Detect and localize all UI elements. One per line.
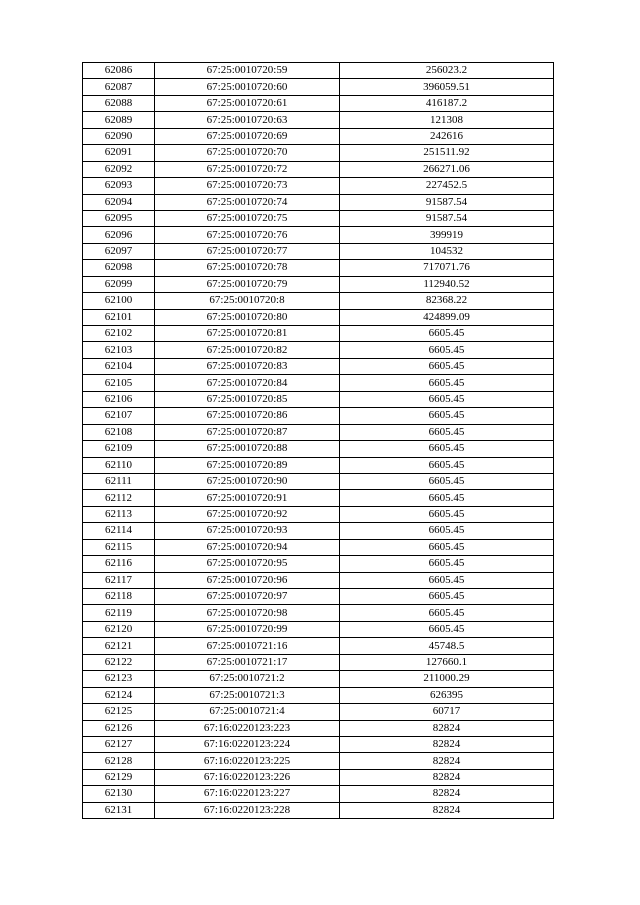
cadastral-number-cell: 67:25:0010720:74 — [155, 194, 340, 210]
value-cell: 6605.45 — [340, 523, 554, 539]
cadastral-number-cell: 67:25:0010720:84 — [155, 375, 340, 391]
row-number-cell: 62122 — [83, 654, 155, 670]
cadastral-number-cell: 67:16:0220123:225 — [155, 753, 340, 769]
value-cell: 91587.54 — [340, 210, 554, 226]
row-number-cell: 62128 — [83, 753, 155, 769]
row-number-cell: 62090 — [83, 128, 155, 144]
cadastral-number-cell: 67:25:0010721:16 — [155, 638, 340, 654]
table-row — [83, 671, 554, 687]
table-row — [83, 457, 554, 473]
table-row — [83, 309, 554, 325]
value-cell: 6605.45 — [340, 424, 554, 440]
cadastral-number-cell: 67:25:0010720:79 — [155, 276, 340, 292]
cadastral-number-cell: 67:25:0010720:95 — [155, 556, 340, 572]
row-number-cell: 62091 — [83, 145, 155, 161]
row-number-cell: 62102 — [83, 326, 155, 342]
value-cell: 91587.54 — [340, 194, 554, 210]
cadastral-number-cell: 67:25:0010720:94 — [155, 539, 340, 555]
row-number-cell: 62125 — [83, 704, 155, 720]
row-number-cell: 62104 — [83, 358, 155, 374]
cadastral-number-cell: 67:25:0010720:78 — [155, 260, 340, 276]
table-row — [83, 128, 554, 144]
row-number-cell: 62117 — [83, 572, 155, 588]
row-number-cell: 62093 — [83, 178, 155, 194]
cadastral-number-cell: 67:25:0010720:85 — [155, 391, 340, 407]
value-cell: 6605.45 — [340, 375, 554, 391]
value-cell: 6605.45 — [340, 441, 554, 457]
row-number-cell: 62096 — [83, 227, 155, 243]
value-cell: 6605.45 — [340, 391, 554, 407]
table-row — [83, 79, 554, 95]
table-row — [83, 424, 554, 440]
table-row — [83, 802, 554, 818]
table-row — [83, 736, 554, 752]
table-row — [83, 769, 554, 785]
table-row — [83, 260, 554, 276]
table-row — [83, 556, 554, 572]
table-body — [83, 63, 554, 819]
row-number-cell: 62095 — [83, 210, 155, 226]
row-number-cell: 62110 — [83, 457, 155, 473]
value-cell: 6605.45 — [340, 589, 554, 605]
table-row — [83, 572, 554, 588]
value-cell: 6605.45 — [340, 605, 554, 621]
cadastral-number-cell: 67:25:0010720:69 — [155, 128, 340, 144]
row-number-cell: 62107 — [83, 408, 155, 424]
table-row — [83, 227, 554, 243]
cadastral-number-cell: 67:25:0010720:98 — [155, 605, 340, 621]
row-number-cell: 62106 — [83, 391, 155, 407]
value-cell: 399919 — [340, 227, 554, 243]
cadastral-number-cell: 67:25:0010720:60 — [155, 79, 340, 95]
table-row — [83, 704, 554, 720]
table-row — [83, 687, 554, 703]
cadastral-number-cell: 67:25:0010720:80 — [155, 309, 340, 325]
value-cell: 6605.45 — [340, 490, 554, 506]
value-cell: 251511.92 — [340, 145, 554, 161]
value-cell: 45748.5 — [340, 638, 554, 654]
row-number-cell: 62123 — [83, 671, 155, 687]
row-number-cell: 62089 — [83, 112, 155, 128]
cadastral-number-cell: 67:25:0010721:2 — [155, 671, 340, 687]
table-row — [83, 506, 554, 522]
row-number-cell: 62101 — [83, 309, 155, 325]
cadastral-number-cell: 67:25:0010720:99 — [155, 621, 340, 637]
value-cell: 82824 — [340, 802, 554, 818]
row-number-cell: 62129 — [83, 769, 155, 785]
row-number-cell: 62105 — [83, 375, 155, 391]
value-cell: 6605.45 — [340, 326, 554, 342]
value-cell: 6605.45 — [340, 473, 554, 489]
cadastral-number-cell: 67:25:0010720:83 — [155, 358, 340, 374]
value-cell: 396059.51 — [340, 79, 554, 95]
document-table-wrapper — [82, 62, 554, 819]
cadastral-number-cell: 67:25:0010720:90 — [155, 473, 340, 489]
cadastral-number-cell: 67:25:0010720:82 — [155, 342, 340, 358]
table-row — [83, 161, 554, 177]
cadastral-number-cell: 67:25:0010720:97 — [155, 589, 340, 605]
cadastral-number-cell: 67:25:0010720:81 — [155, 326, 340, 342]
table-row — [83, 95, 554, 111]
cadastral-number-cell: 67:25:0010721:3 — [155, 687, 340, 703]
table-row — [83, 605, 554, 621]
value-cell: 626395 — [340, 687, 554, 703]
cadastral-number-cell: 67:25:0010720:93 — [155, 523, 340, 539]
data-table — [82, 62, 554, 819]
row-number-cell: 62124 — [83, 687, 155, 703]
table-row — [83, 178, 554, 194]
table-row — [83, 276, 554, 292]
table-row — [83, 638, 554, 654]
table-row — [83, 243, 554, 259]
cadastral-number-cell: 67:25:0010720:89 — [155, 457, 340, 473]
cadastral-number-cell: 67:16:0220123:226 — [155, 769, 340, 785]
value-cell: 82824 — [340, 720, 554, 736]
row-number-cell: 62126 — [83, 720, 155, 736]
cadastral-number-cell: 67:25:0010720:61 — [155, 95, 340, 111]
value-cell: 256023.2 — [340, 63, 554, 79]
value-cell: 104532 — [340, 243, 554, 259]
table-row — [83, 490, 554, 506]
table-row — [83, 112, 554, 128]
cadastral-number-cell: 67:25:0010720:96 — [155, 572, 340, 588]
cadastral-number-cell: 67:16:0220123:228 — [155, 802, 340, 818]
value-cell: 6605.45 — [340, 408, 554, 424]
table-row — [83, 375, 554, 391]
row-number-cell: 62131 — [83, 802, 155, 818]
value-cell: 127660.1 — [340, 654, 554, 670]
table-row — [83, 408, 554, 424]
value-cell: 6605.45 — [340, 572, 554, 588]
cadastral-number-cell: 67:16:0220123:224 — [155, 736, 340, 752]
row-number-cell: 62092 — [83, 161, 155, 177]
cadastral-number-cell: 67:25:0010720:70 — [155, 145, 340, 161]
row-number-cell: 62115 — [83, 539, 155, 555]
cadastral-number-cell: 67:25:0010720:8 — [155, 293, 340, 309]
value-cell: 6605.45 — [340, 556, 554, 572]
cadastral-number-cell: 67:25:0010720:73 — [155, 178, 340, 194]
table-row — [83, 473, 554, 489]
value-cell: 6605.45 — [340, 539, 554, 555]
row-number-cell: 62130 — [83, 786, 155, 802]
table-row — [83, 539, 554, 555]
value-cell: 121308 — [340, 112, 554, 128]
cadastral-number-cell: 67:25:0010720:86 — [155, 408, 340, 424]
row-number-cell: 62120 — [83, 621, 155, 637]
value-cell: 6605.45 — [340, 506, 554, 522]
cadastral-number-cell: 67:25:0010721:4 — [155, 704, 340, 720]
row-number-cell: 62114 — [83, 523, 155, 539]
value-cell: 6605.45 — [340, 358, 554, 374]
cadastral-number-cell: 67:25:0010720:72 — [155, 161, 340, 177]
row-number-cell: 62121 — [83, 638, 155, 654]
row-number-cell: 62088 — [83, 95, 155, 111]
row-number-cell: 62113 — [83, 506, 155, 522]
cadastral-number-cell: 67:25:0010720:76 — [155, 227, 340, 243]
table-row — [83, 391, 554, 407]
table-row — [83, 210, 554, 226]
cadastral-number-cell: 67:25:0010721:17 — [155, 654, 340, 670]
row-number-cell: 62099 — [83, 276, 155, 292]
row-number-cell: 62100 — [83, 293, 155, 309]
table-row — [83, 589, 554, 605]
row-number-cell: 62108 — [83, 424, 155, 440]
cadastral-number-cell: 67:25:0010720:77 — [155, 243, 340, 259]
value-cell: 424899.09 — [340, 309, 554, 325]
cadastral-number-cell: 67:25:0010720:75 — [155, 210, 340, 226]
value-cell: 82824 — [340, 753, 554, 769]
cadastral-number-cell: 67:16:0220123:227 — [155, 786, 340, 802]
table-row — [83, 358, 554, 374]
table-row — [83, 720, 554, 736]
cadastral-number-cell: 67:25:0010720:87 — [155, 424, 340, 440]
table-row — [83, 145, 554, 161]
row-number-cell: 62116 — [83, 556, 155, 572]
cadastral-number-cell: 67:25:0010720:92 — [155, 506, 340, 522]
value-cell: 112940.52 — [340, 276, 554, 292]
table-row — [83, 786, 554, 802]
value-cell: 416187.2 — [340, 95, 554, 111]
value-cell: 82824 — [340, 786, 554, 802]
row-number-cell: 62098 — [83, 260, 155, 276]
row-number-cell: 62112 — [83, 490, 155, 506]
table-row — [83, 523, 554, 539]
row-number-cell: 62118 — [83, 589, 155, 605]
cadastral-number-cell: 67:25:0010720:91 — [155, 490, 340, 506]
cadastral-number-cell: 67:16:0220123:223 — [155, 720, 340, 736]
table-row — [83, 63, 554, 79]
row-number-cell: 62094 — [83, 194, 155, 210]
row-number-cell: 62097 — [83, 243, 155, 259]
value-cell: 6605.45 — [340, 342, 554, 358]
table-row — [83, 621, 554, 637]
cadastral-number-cell: 67:25:0010720:63 — [155, 112, 340, 128]
table-row — [83, 194, 554, 210]
row-number-cell: 62119 — [83, 605, 155, 621]
row-number-cell: 62127 — [83, 736, 155, 752]
row-number-cell: 62086 — [83, 63, 155, 79]
value-cell: 717071.76 — [340, 260, 554, 276]
row-number-cell: 62103 — [83, 342, 155, 358]
cadastral-number-cell: 67:25:0010720:59 — [155, 63, 340, 79]
table-row — [83, 441, 554, 457]
value-cell: 211000.29 — [340, 671, 554, 687]
value-cell: 60717 — [340, 704, 554, 720]
value-cell: 242616 — [340, 128, 554, 144]
table-row — [83, 326, 554, 342]
table-row — [83, 342, 554, 358]
row-number-cell: 62109 — [83, 441, 155, 457]
value-cell: 6605.45 — [340, 457, 554, 473]
table-row — [83, 293, 554, 309]
value-cell: 82824 — [340, 769, 554, 785]
table-row — [83, 654, 554, 670]
table-row — [83, 753, 554, 769]
cadastral-number-cell: 67:25:0010720:88 — [155, 441, 340, 457]
value-cell: 82368.22 — [340, 293, 554, 309]
value-cell: 82824 — [340, 736, 554, 752]
value-cell: 6605.45 — [340, 621, 554, 637]
value-cell: 227452.5 — [340, 178, 554, 194]
value-cell: 266271.06 — [340, 161, 554, 177]
row-number-cell: 62087 — [83, 79, 155, 95]
row-number-cell: 62111 — [83, 473, 155, 489]
